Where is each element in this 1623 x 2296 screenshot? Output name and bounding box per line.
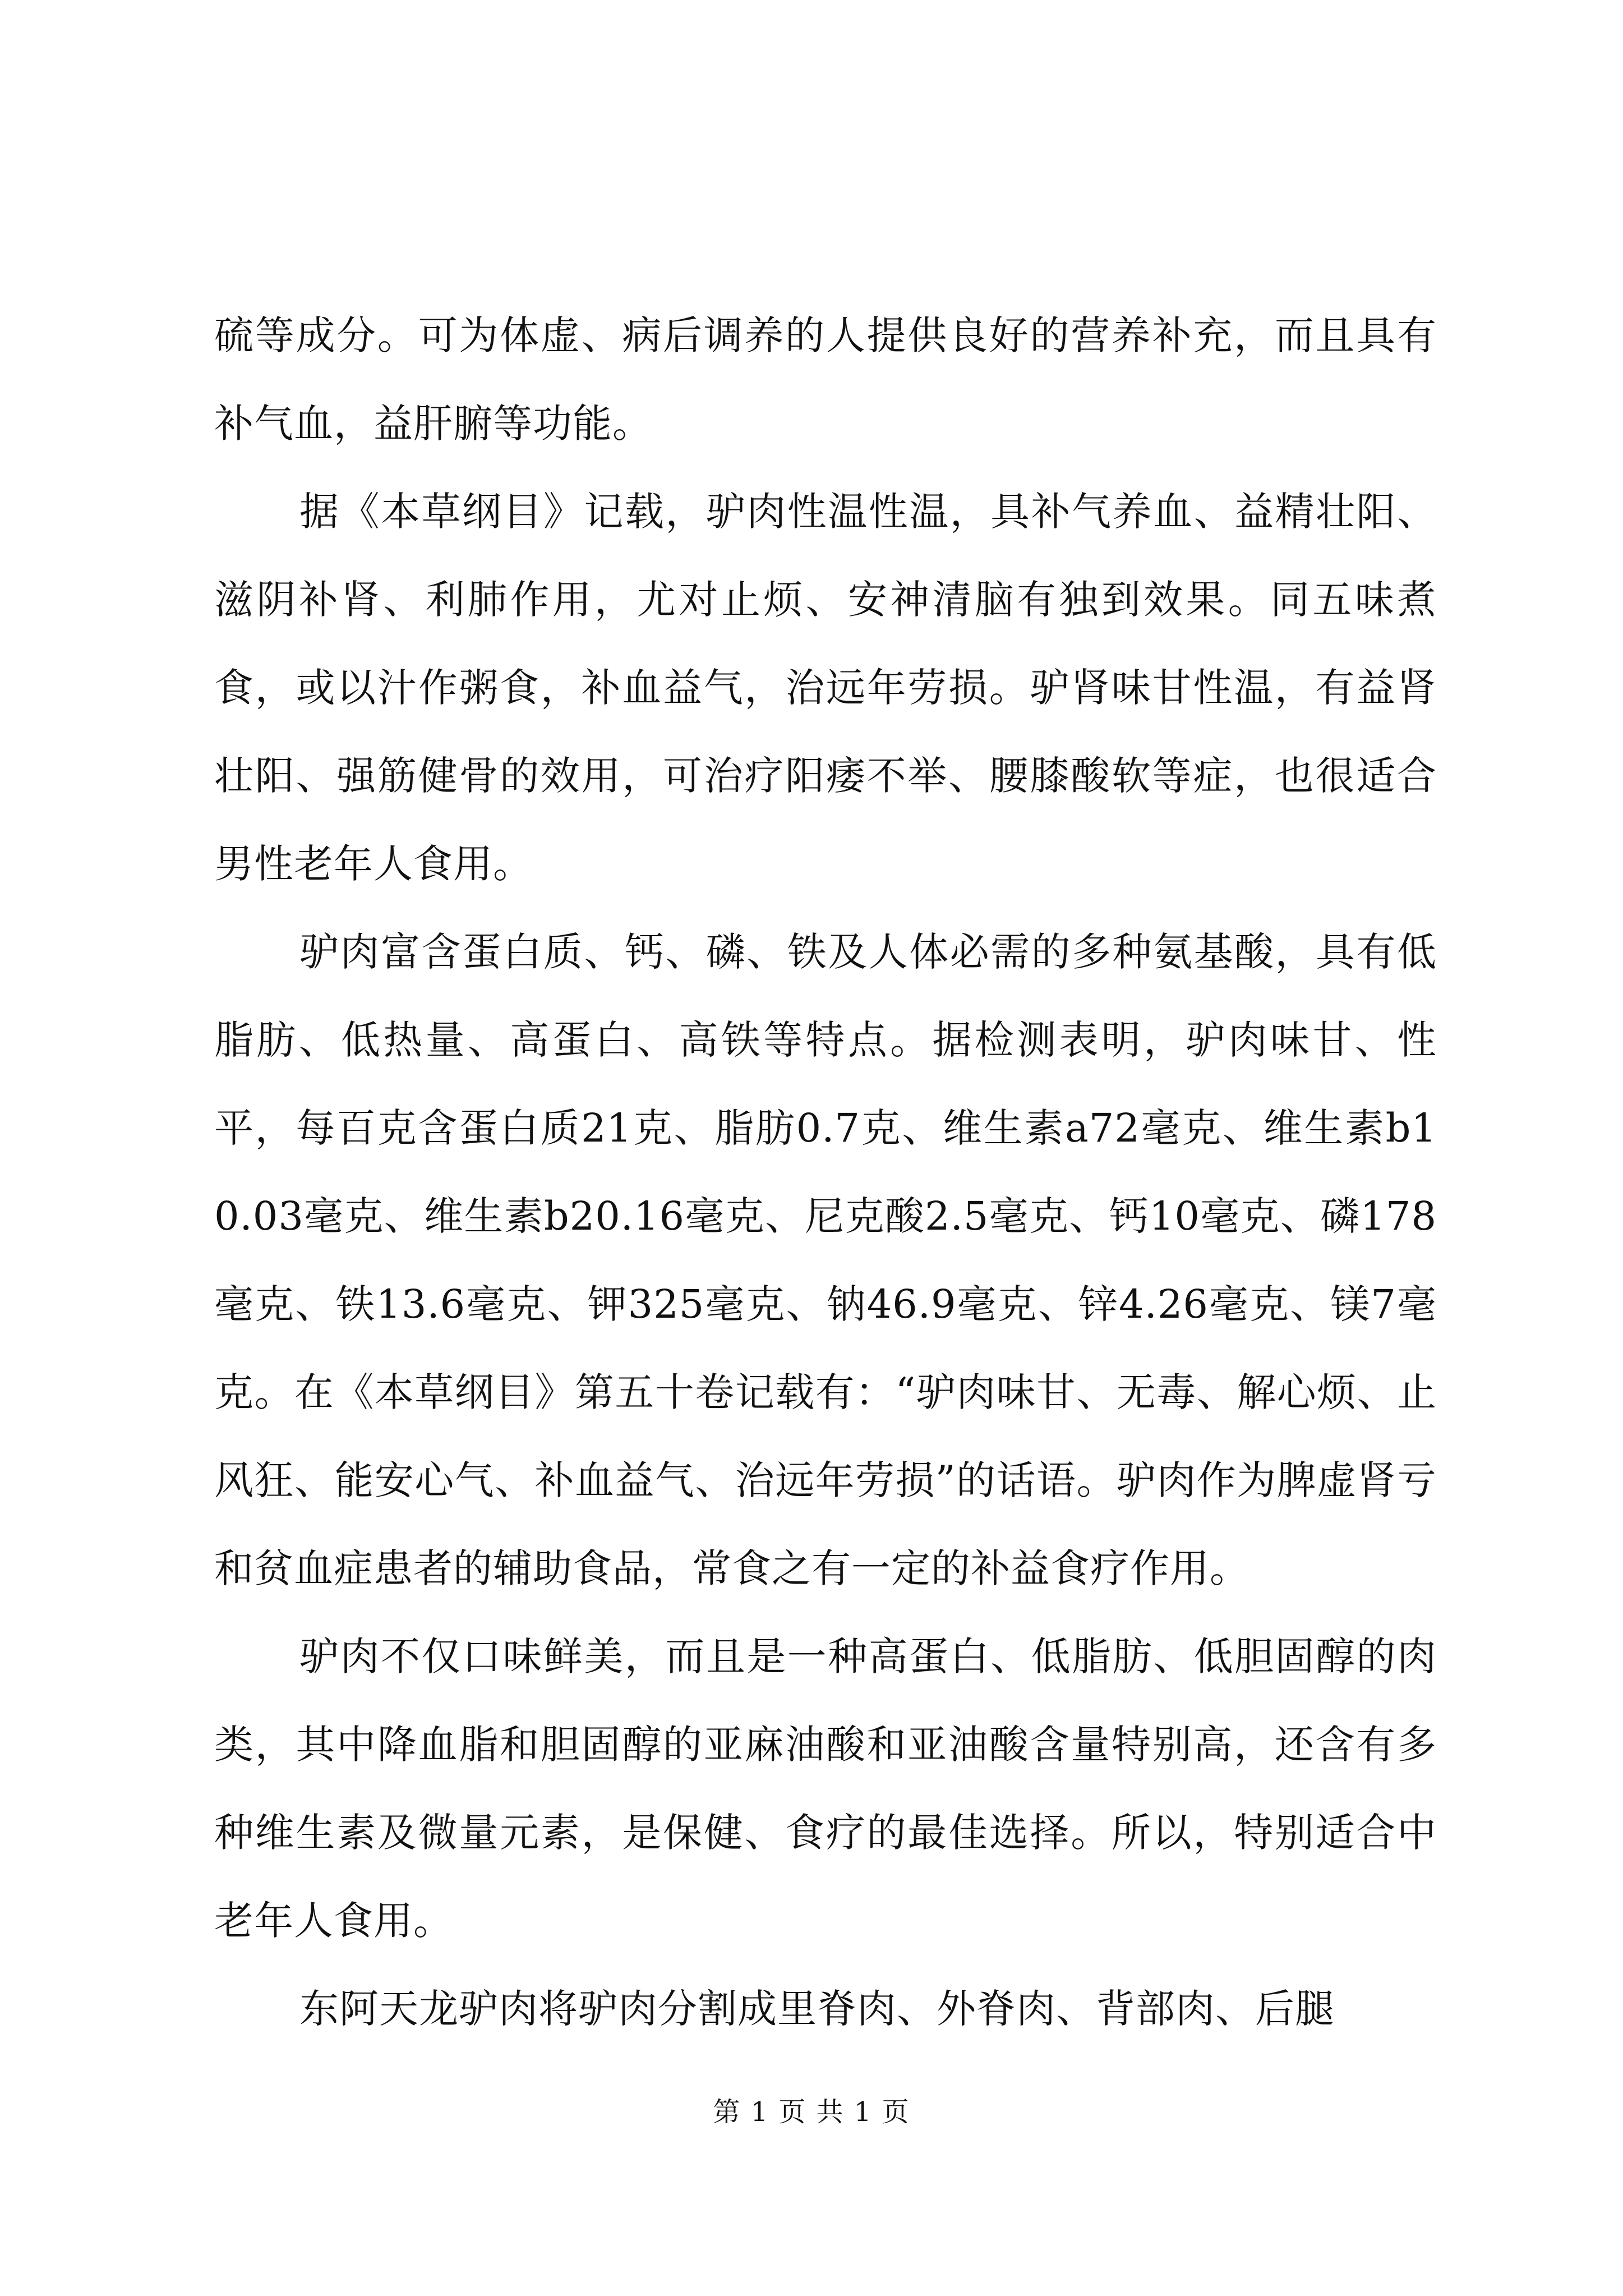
paragraph-health-benefits: 驴肉不仅口味鲜美，而且是一种高蛋白、低脂肪、低胆固醇的肉类，其中降血脂和胆固醇的亚麻油酸和亚油酸含量特别高，还含有多种维生素及微量元素，是保健、食疗的最佳选择。所以，特别适合中老年人食用。	[214, 1634, 1437, 1944]
paragraph-bencao-record: 据《本草纲目》记载，驴肉性温性温，具补气养血、益精壮阳、滋阴补肾、利肺作用，尤对止烦、安神清脑有独到效果。同五味煮食，或以汁作粥食，补血益气，治远年劳损。驴肾味甘性温，有益肾壮阳、强筋健骨的效用，可治疗阳痿不举、腰膝酸软等症，也很适合男性老年人食用。	[214, 489, 1437, 887]
paragraph-tianlong-cuts: 东阿天龙驴肉将驴肉分割成里脊肉、外脊肉、背部肉、后腿	[299, 1986, 1335, 2032]
paragraph-nutrition-facts: 驴肉富含蛋白质、钙、磷、铁及人体必需的多种氨基酸，具有低脂肪、低热量、高蛋白、高铁等特点。据检测表明，驴肉味甘、性平，每百克含蛋白质21克、脂肪0.7克、维生素a72毫克、维生素b10.03毫克、维生素b20.16毫克、尼克酸2.5毫克、钙10毫克、磷178毫克、铁13.6毫克、钾325毫克、钠46.9毫克、锌4.26毫克、镁7毫克。在《本草纲目》第五十卷记载有：“驴肉味甘、无毒、解心烦、止风狂、能安心气、补血益气、治远年劳损”的话语。驴肉作为脾虚肾亏和贫血症患者的辅助食品，常食之有一定的补益食疗作用。	[214, 929, 1437, 1591]
paragraph-continuation: 硫等成分。可为体虚、病后调养的人提供良好的营养补充，而且具有补气血，益肝腑等功能。	[214, 312, 1437, 447]
document-body	[214, 292, 1437, 2053]
page-footer: 第 1 页 共 1 页	[713, 2096, 910, 2128]
